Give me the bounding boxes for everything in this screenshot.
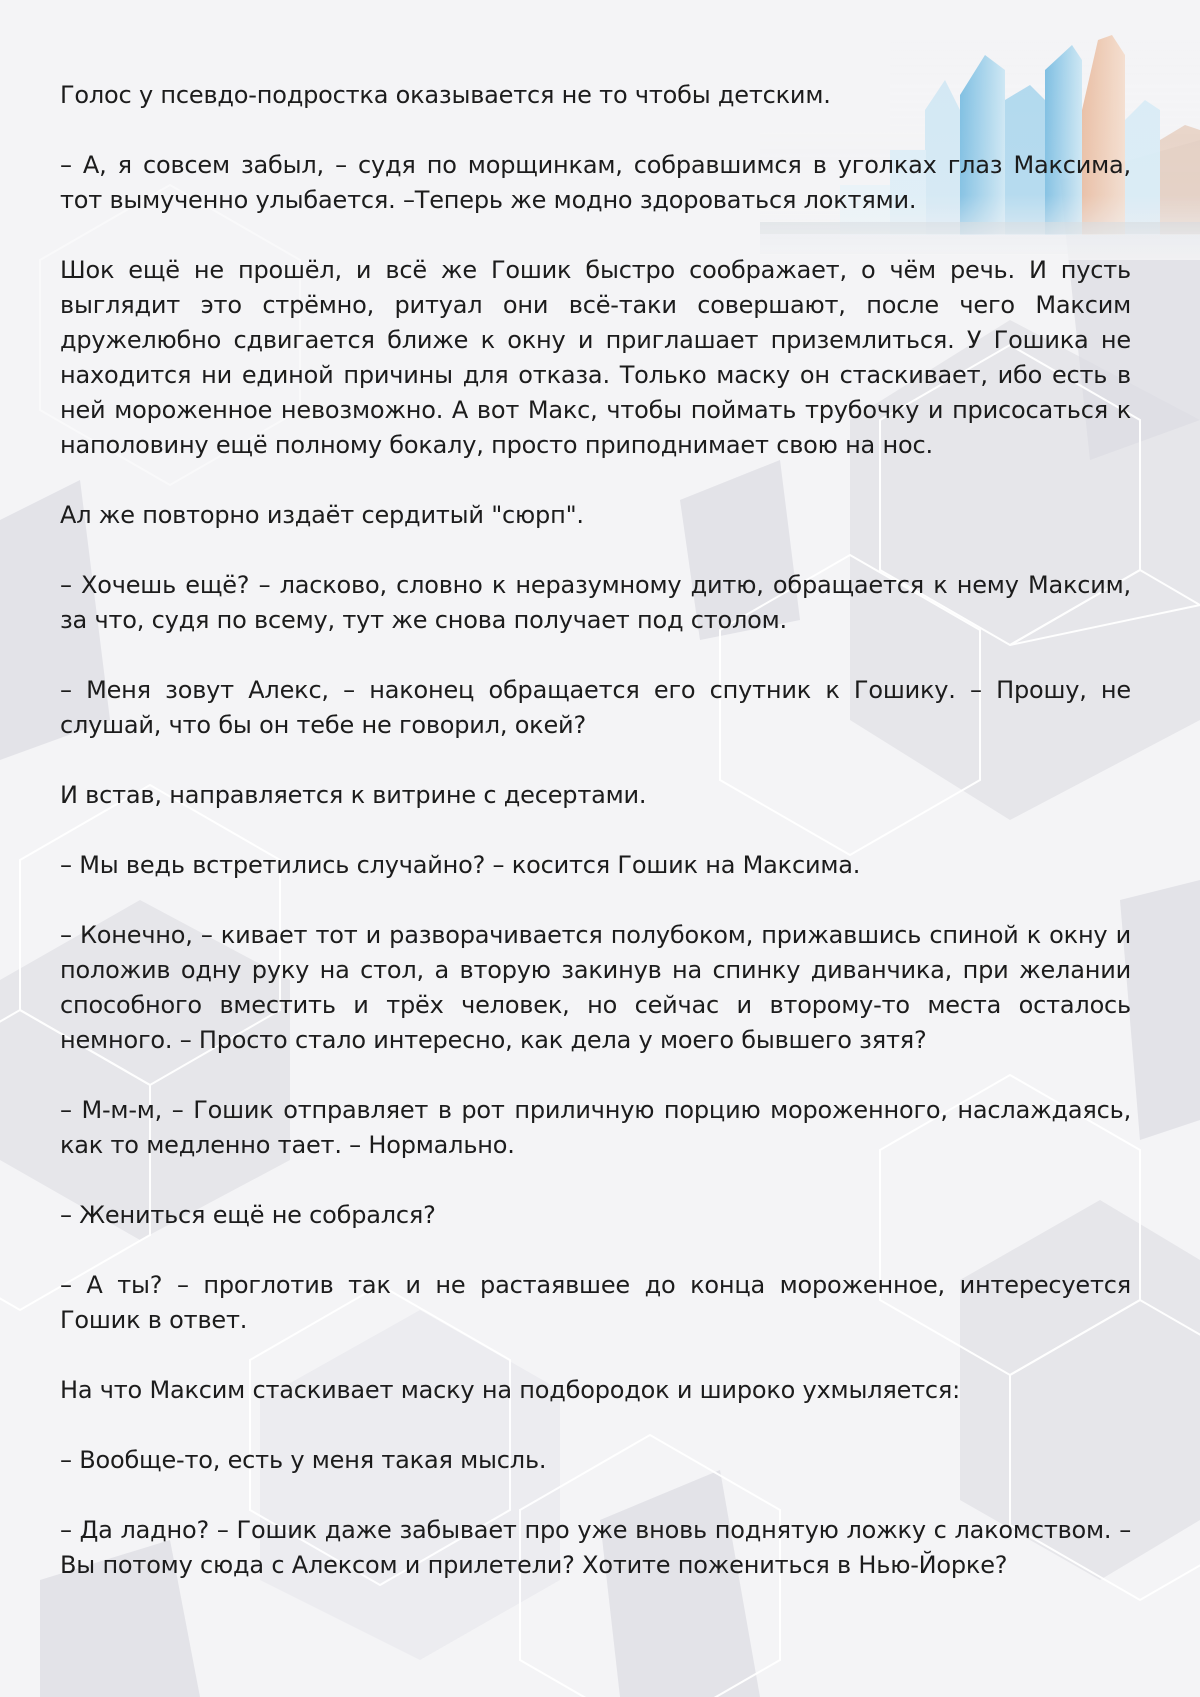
- paragraph-15: – Да ладно? – Гошик даже забывает про уже вновь поднятую ложку с лакомством. – Вы потому сюда с Алексом и прилетели? Хотите пожениться в Нью-Йорке?: [60, 1516, 1131, 1579]
- paragraph-8: – Мы ведь встретились случайно? – косится Гошик на Максима.: [60, 851, 861, 879]
- paragraph-2: – А, я совсем забыл, – судя по морщинкам, собравшимся в уголках глаз Максима, тот вымученно улыбается. –Теперь же модно здороваться локтями.: [60, 151, 1131, 214]
- paragraph-11: – Жениться ещё не собрался?: [60, 1201, 436, 1229]
- paragraph-10: – М-м-м, – Гошик отправляет в рот приличную порцию мороженного, наслаждаясь, как то медленно тает. – Нормально.: [60, 1096, 1131, 1159]
- paragraph-3: Шок ещё не прошёл, и всё же Гошик быстро соображает, о чём речь. И пусть выглядит это стрёмно, ритуал они всё-таки совершают, после чего Максим дружелюбно сдвигается ближе к окну и приглашает приземлиться. У Гошика не находится ни единой причины для отказа. Только маску он стаскивает, ибо есть в ней мороженное невозможно. А вот Макс, чтобы поймать трубочку и присосаться к наполовину ещё полному бокалу, просто приподнимает свою на нос.: [60, 256, 1131, 459]
- document-page: [60, 78, 1131, 1618]
- paragraph-5: – Хочешь ещё? – ласково, словно к неразумному дитю, обращается к нему Максим, за что, судя по всему, тут же снова получает под столом.: [60, 571, 1131, 634]
- paragraph-4: Ал же повторно издаёт сердитый "сюрп".: [60, 501, 584, 529]
- paragraph-6: – Меня зовут Алекс, – наконец обращается его спутник к Гошику. – Прошу, не слушай, что бы он тебе не говорил, окей?: [60, 676, 1131, 739]
- paragraph-1: Голос у псевдо-подростка оказывается не то чтобы детским.: [60, 81, 831, 109]
- paragraph-14: – Вообще-то, есть у меня такая мысль.: [60, 1446, 547, 1474]
- paragraph-7: И встав, направляется к витрине с десертами.: [60, 781, 647, 809]
- paragraph-12: – А ты? – проглотив так и не растаявшее до конца мороженное, интересуется Гошик в ответ.: [60, 1271, 1131, 1334]
- paragraph-9: – Конечно, – кивает тот и разворачивается полубоком, прижавшись спиной к окну и положив одну руку на стол, а вторую закинув на спинку диванчика, при желании способного вместить и трёх человек, но сейчас и второму-то места осталось немного. – Просто стало интересно, как дела у моего бывшего зятя?: [60, 921, 1131, 1054]
- paragraph-13: На что Максим стаскивает маску на подбородок и широко ухмыляется:: [60, 1376, 961, 1404]
